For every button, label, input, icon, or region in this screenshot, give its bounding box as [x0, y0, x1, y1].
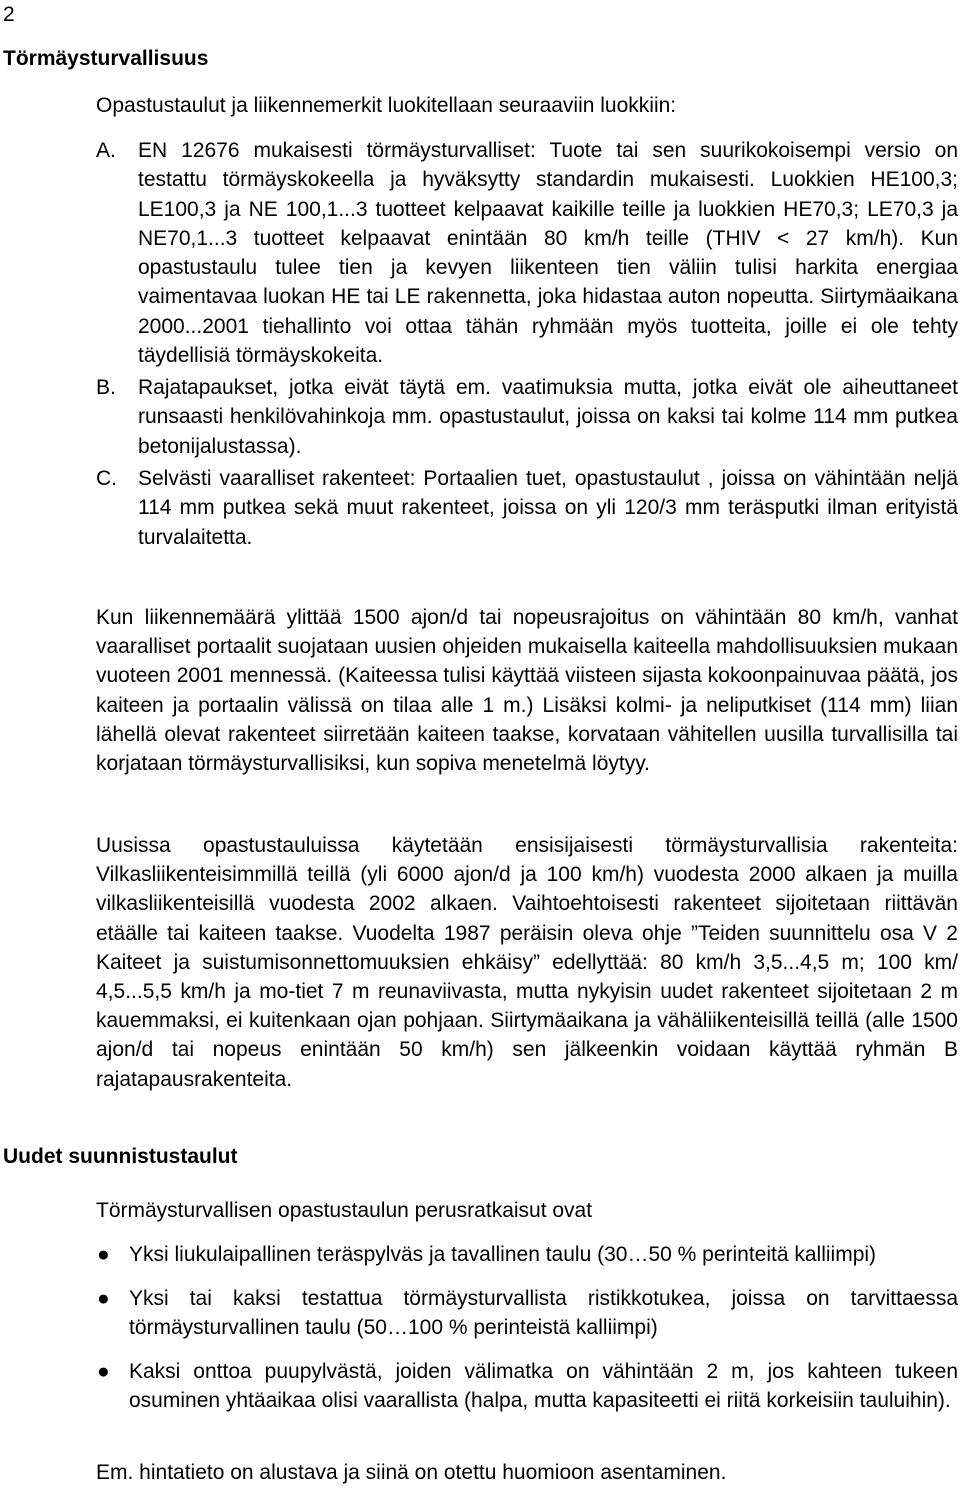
- page-number: 2: [3, 3, 15, 26]
- bullet-icon: ●: [97, 1243, 110, 1266]
- list-item-c-text: Selvästi vaaralliset rakenteet: Portaalien tuet, opastustaulut , joissa on vähintään neljä 114 mm putkea sekä muut rakenteet, joissa on yli 120/3 mm teräsputki ilman erityistä turvalaitetta.: [138, 467, 958, 549]
- list-item: ● Kaksi onttoa puupylvästä, joiden välimatka on vähintään 2 m, jos kahteen tukeen osuminen yhtäaikaa olisi vaarallista (halpa, mutta kapasiteetti ei riitä korkeisiin tauluihin).: [96, 1357, 958, 1416]
- list-item: ● Yksi tai kaksi testattua törmäysturvallista ristikkotukea, joissa on tarvittaessa törmäysturvallinen taulu (50…100 % perinteistä kalliimpi): [96, 1284, 958, 1343]
- list-item-a-text: EN 12676 mukaisesti törmäysturvalliset: Tuote tai sen suurikokoisempi versio on testattu törmäyskokeella ja hyväksytty standardin mukaisesti. Luokkien HE100,3; LE100,3 ja NE 100,1...3 tuotteet kelpaavat kaikille teille ja luokkien HE70,3; LE70,3 ja NE70,1...3 tuotteet kelpaavat enintään 80 km/h teille (THIV < 27 km/h). Kun opastustaulu tulee tien ja kevyen liikenteen tien väliin tulisi harkita energiaa vaimentavaa luokan HE tai LE rakennetta, joka hidastaa auton nopeutta. Siirtymäaikana 2000...2001 tiehallinto voi ottaa tähän ryhmään myös tuotteita, joille ei ole tehty täydellisiä törmäyskokeita.: [138, 139, 958, 368]
- list-item-b: [96, 373, 958, 461]
- solutions-list: [96, 1240, 958, 1430]
- list-item-c: [96, 464, 958, 552]
- list-marker-c: C.: [96, 467, 117, 490]
- section-heading-new-signs: Uudet suunnistustaulut: [3, 1145, 238, 1168]
- list-marker-b: B.: [96, 376, 116, 399]
- list-item-b-text: Rajatapaukset, jotka eivät täytä em. vaatimuksia mutta, jotka eivät ole aiheuttaneet runsaasti henkilövahinkoja mm. opastustaulut, joissa on kaksi tai kolme 114 mm putkea betonijalustassa).: [138, 376, 958, 458]
- list-item: ● Yksi liukulaipallinen teräspylväs ja tavallinen taulu (30…50 % perinteitä kalliimpi): [96, 1240, 958, 1270]
- section-heading-crash-safety: Törmäysturvallisuus: [3, 47, 209, 70]
- paragraph-new-signs: Uusissa opastustauluissa käytetään ensisijaisesti törmäysturvallisia rakenteita: Vilkasliikenteisimmillä teillä (yli 6000 ajon/d ja 100 km/h) vuodesta 2000 alkaen ja muilla vilkasliikenteisillä vuodesta 2002 alkaen. Vaihtoehtoisesti rakenteet sijoitetaan riittävän etäälle tai kaiteen taakse. Vuodelta 1987 peräisin oleva ohje ”Teiden suunnittelu osa V 2 Kaiteet ja suistumisonnettomuuksien ehkäisy” edellyttää: 80 km/h 3,5...4,5 m; 100 km/ 4,5...5,5 km/h ja mo-tiet 7 m reunaviivasta, mutta nykyisin uudet rakenteet sijoitetaan 2 m kauemmaksi, ei kuitenkaan ojan pohjaan. Siirtymäaikana ja vähäliikenteisillä teillä (alle 1500 ajon/d tai nopeus enintään 50 km/h) sen jälkeenkin voidaan käyttää ryhmän B rajatapausrakenteita.: [96, 834, 958, 1091]
- price-footnote: Em. hintatieto on alustava ja siinä on otettu huomioon asentaminen.: [96, 1461, 727, 1484]
- paragraph-traffic-volume: Kun liikennemäärä ylittää 1500 ajon/d tai nopeusrajoitus on vähintään 80 km/h, vanhat vaaralliset portaalit suojataan uusien ohjeiden mukaisella kaiteella mahdollisuuksien mukaan vuoteen 2001 mennessä. (Kaiteessa tulisi käyttää viisteen sijasta kokoonpainuvaa päätä, jos kaiteen ja portaalin välissä on tilaa alle 1 m.) Lisäksi kolmi- ja neliputkiset (114 mm) liian lähellä olevat rakenteet siirretään kaiteen taakse, korvataan vähitellen uusilla turvallisilla tai korjataan törmäysturvallisiksi, kun sopiva menetelmä löytyy.: [96, 606, 958, 776]
- intro-paragraph: Opastustaulut ja liikennemerkit luokitellaan seuraaviin luokkiin:: [96, 94, 677, 117]
- solutions-intro: Törmäysturvallisen opastustaulun perusratkaisut ovat: [96, 1199, 593, 1222]
- bullet-icon: ●: [97, 1359, 110, 1383]
- list-marker-a: A.: [96, 139, 116, 162]
- bullet-icon: ●: [97, 1286, 110, 1310]
- list-item-a: [96, 136, 958, 370]
